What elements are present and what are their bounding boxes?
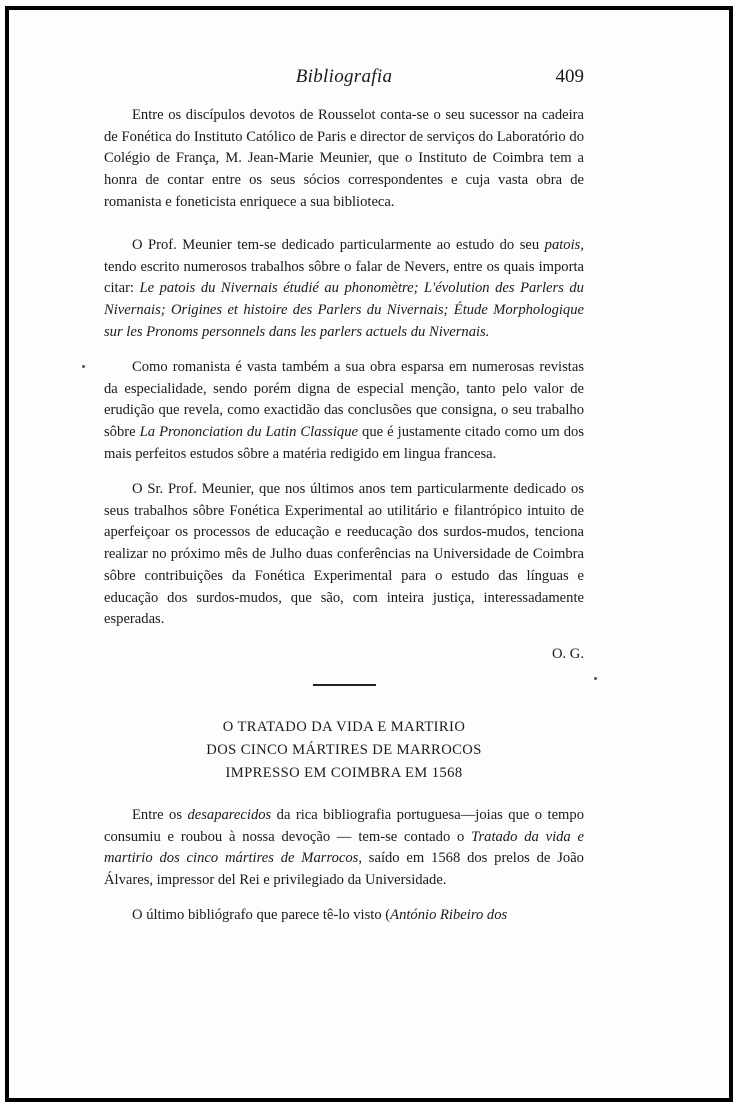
body-text: O último bibliógrafo que parece tê-lo visto ( <box>132 907 391 923</box>
section-title-line-1: O TRATADO DA VIDA E MARTIRIO <box>222 719 466 735</box>
body-text: , saído em 1568 dos prelos de João Álvares, impressor del Rei e privilegiado da Universidade. <box>104 850 584 889</box>
section-divider <box>313 684 376 686</box>
print-speck <box>82 365 85 368</box>
page-number: 409 <box>555 66 584 87</box>
paragraph <box>104 905 584 927</box>
paragraph <box>104 235 584 344</box>
italic-text: Tratado da vida e martirio dos cinco mártires de Marrocos <box>104 828 585 867</box>
italic-text: Le patois du Nivernais étudié au phonomètre; L'évolution des Parlers du Nivernais; Origines et histoire des Parlers du Nivernais; Étude Morphologique sur les Pronoms personnels dans les parlers actuels du Nivernais. <box>104 280 584 340</box>
section-title-line-2: DOS CINCO MÁRTIRES DE MARROCOS <box>206 742 482 758</box>
italic-text: António Ribeiro dos <box>390 907 508 923</box>
body-text: , tendo escrito numerosos trabalhos sôbre o falar de Nevers, entre os quais importa citar: <box>104 237 584 297</box>
paragraph <box>104 805 584 892</box>
print-speck <box>594 677 597 680</box>
body-text: Como romanista é vasta também a sua obra esparsa em numerosas revistas da especialidade, sendo porém digna de especial menção, tanto pelo valor de erudição que revela, como exactidão das conclusões que consigna, o seu trabalho sôbre <box>104 359 584 441</box>
body-text: O Sr. Prof. Meunier, que nos últimos anos tem particularmente dedicado os seus trabalhos sôbre Fonética Experimental ao utilitário e filantrópico intuito de aperfeiçoar os processos de educação e reeducação dos surdos-mudos, tenciona realizar no próximo mês de Julho duas conferências na Universidade de Coimbra sôbre contribuições da Fonética Experimental para o estudo das línguas e educação dos surdos-mudos, que são, com inteira justiça, interessadamente esperadas. <box>104 481 584 628</box>
paragraph <box>104 105 584 214</box>
paragraph <box>104 479 584 631</box>
body-text: O Prof. Meunier tem-se dedicado particularmente ao estudo do seu <box>132 237 545 253</box>
italic-text: patois <box>544 237 581 253</box>
body-text: que é justamente citado como um dos mais perfeitos estudos sôbre a matéria redigido em lingua francesa. <box>104 424 585 462</box>
italic-text: desaparecidos <box>187 807 272 823</box>
paragraph <box>104 357 584 466</box>
body-text: da rica bibliografia portuguesa—joias que o tempo consumiu e roubou à nossa devoção — tem-se contado o <box>104 807 584 845</box>
body-text: Entre os discípulos devotos de Rousselot conta-se o seu sucessor na cadeira de Fonética do Instituto Católico de Paris e director de serviços do Laboratório do Colégio de França, M. Jean-Marie Meunier, que o Instituto de Coimbra tem a honra de contar entre os seus sócios correspondentes e cuja vasta obra de romanista e foneticista enriquece a sua biblioteca. <box>104 107 584 210</box>
italic-text: La Prononciation du Latin Classique <box>139 424 358 441</box>
running-title: Bibliografia <box>295 66 393 87</box>
section-title-line-3: IMPRESSO EM COIMBRA EM 1568 <box>225 765 463 781</box>
page-header <box>104 66 584 92</box>
author-signature: O. G. <box>551 646 584 662</box>
body-text: Entre os <box>132 807 188 823</box>
